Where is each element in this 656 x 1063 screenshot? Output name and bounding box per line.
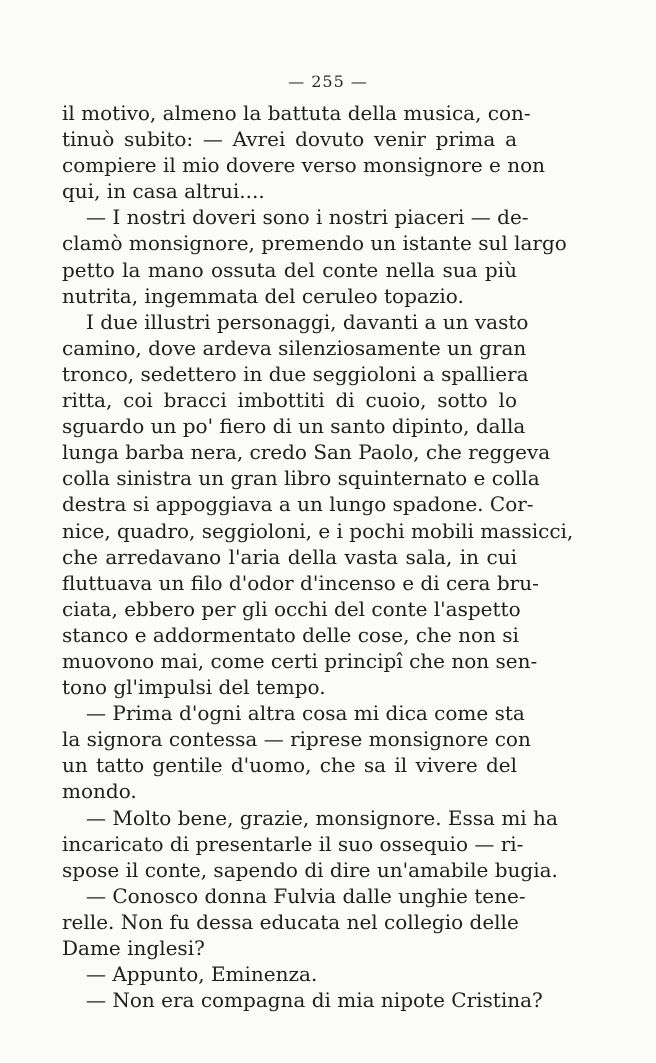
text-line: — Non era compagna di mia nipote Cristina?: [86, 988, 543, 1013]
text-line: camino, dove ardeva silenziosamente un gran: [62, 335, 527, 360]
text-line: I due illustri personaggi, davanti a un vasto: [86, 309, 529, 334]
text-line: spose il conte, sapendo di dire un'amabile bugia.: [62, 857, 558, 882]
text-line: mondo.: [62, 779, 137, 804]
text-line: tinuò subito: — Avrei dovuto venir prima a: [62, 127, 517, 152]
text-line: lunga barba nera, credo San Paolo, che reggeva: [62, 440, 551, 465]
text-line: nutrita, ingemmata del ceruleo topazio.: [62, 283, 464, 308]
text-line: sguardo un po' fiero di un santo dipinto, dalla: [62, 414, 526, 439]
text-line: ritta, coi bracci imbottiti di cuoio, sotto lo: [62, 388, 517, 413]
text-line: la signora contessa — riprese monsignore con: [62, 727, 531, 752]
text-line: — Prima d'ogni altra cosa mi dica come sta: [86, 701, 525, 726]
text-line: compiere il mio dovere verso monsignore e non: [62, 153, 546, 178]
text-line: — Conosco donna Fulvia dalle unghie tene-: [86, 883, 526, 908]
text-line: clamò monsignore, premendo un istante sul largo: [62, 231, 567, 256]
text-line: stanco e addormentato delle cose, che non si: [62, 622, 519, 647]
text-line: — I nostri doveri sono i nostri piaceri — de-: [86, 205, 529, 230]
text-line: relle. Non fu dessa educata nel collegio delle: [62, 909, 519, 934]
text-line: il motivo, almeno la battuta della musica, con-: [62, 101, 531, 125]
text-line: tono gl'impulsi del tempo.: [62, 675, 326, 700]
body-text: [62, 100, 574, 1013]
text-line: muovono mai, come certi principî che non sen-: [62, 648, 538, 673]
page-number: — 255 —: [288, 72, 368, 91]
text-line: fluttuava un filo d'odor d'incenso e di cera bru-: [62, 570, 539, 595]
text-line: petto la mano ossuta del conte nella sua più: [62, 257, 517, 282]
text-line: Dame inglesi?: [62, 936, 205, 960]
text-line: qui, in casa altrui....: [62, 179, 265, 204]
text-line: nice, quadro, seggioloni, e i pochi mobili massicci,: [62, 518, 574, 543]
text-line: un tatto gentile d'uomo, che sa il vivere del: [62, 753, 517, 778]
text-line: — Appunto, Eminenza.: [86, 962, 318, 987]
text-line: ciata, ebbero per gli occhi del conte l'aspetto: [62, 596, 521, 621]
text-line: tronco, sedettero in due seggioloni a spalliera: [62, 361, 529, 386]
text-line: colla sinistra un gran libro squinternato e colla: [62, 466, 540, 491]
text-line: destra si appoggiava a un lungo spadone. Cor-: [62, 492, 534, 517]
text-line: che arredavano l'aria della vasta sala, in cui: [62, 544, 517, 569]
text-line: incaricato di presentarle il suo ossequio — ri-: [62, 831, 524, 856]
text-line: — Molto bene, grazie, monsignore. Essa mi ha: [86, 805, 558, 830]
